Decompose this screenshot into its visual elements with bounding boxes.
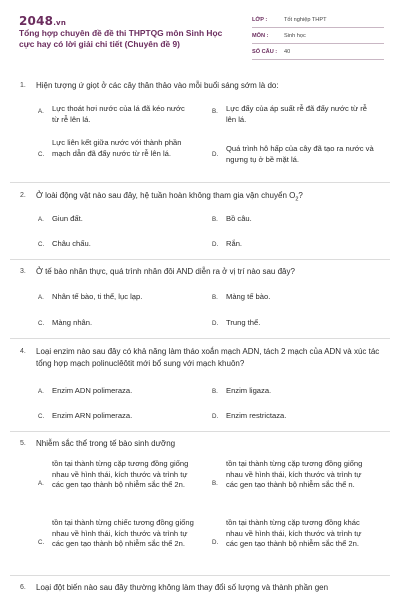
- document-header: [0, 0, 400, 62]
- option-letter: D.: [212, 320, 219, 327]
- meta-row-subject: [252, 30, 384, 44]
- question-number: 5.: [20, 440, 26, 447]
- option-letter: B.: [212, 216, 218, 223]
- option-letter: D.: [212, 413, 219, 420]
- option-text: tồn tại thành từng cặp tương đồng giống nhau về hình thái, kích thước và trình tự các gen tạo thành bộ nhiễm sắc thể 2n.: [52, 459, 189, 489]
- question-1: [22, 80, 384, 92]
- question-number: 4.: [20, 348, 26, 355]
- option-text: tồn tại thành từng chiếc tương đồng giống nhau về hình thái, kích thước và trình tự các gen tạo thành bộ nhiễm sắc thể 2n.: [52, 518, 194, 548]
- option-letter: C.: [38, 241, 45, 248]
- meta-key: LỚP :: [252, 17, 268, 23]
- document-title: Tổng hợp chuyên đề đề thi THPTQG môn Sinh Học cực hay có lời giải chi tiết (Chuyên đề 9): [19, 28, 223, 49]
- option-letter: D.: [212, 539, 219, 546]
- question-text: Nhiễm sắc thể trong tế bào sinh dưỡng: [36, 439, 176, 448]
- option-letter: A.: [38, 108, 44, 115]
- question-number: 1.: [20, 82, 26, 89]
- option-text: Màng tế bào.: [226, 292, 271, 301]
- logo-suffix: .vn: [53, 19, 67, 27]
- option-text: Enzim ARN polimeraza.: [52, 411, 133, 420]
- question-text: Ở tế bào nhân thực, quá trình nhân đôi AND diễn ra ở vị trí nào sau đây?: [36, 267, 295, 276]
- option-letter: B.: [212, 388, 218, 395]
- meta-row-class: [252, 14, 384, 28]
- option-text: Châu chấu.: [52, 239, 91, 248]
- question-text: Loại enzim nào sau đây có khả năng làm tháo xoắn mạch ADN, tách 2 mạch của ADN và xúc tác tổng hợp mạch polinuclêôtit mới bổ sung với mạch khuôn?: [36, 347, 380, 368]
- option-text: Enzim restrictaza.: [226, 411, 287, 420]
- option-letter: A.: [38, 480, 44, 487]
- question-divider: [10, 182, 390, 183]
- meta-row-count: [252, 46, 384, 60]
- question-number: 2.: [20, 192, 26, 199]
- document-meta: [252, 14, 384, 60]
- option-text: Enzim ADN polimeraza.: [52, 386, 133, 395]
- option-letter: C.: [38, 413, 45, 420]
- option-letter: D.: [212, 241, 219, 248]
- option-text: Lực liên kết giữa nước với thành phần mạch dẫn đã đẩy nước từ rễ lên lá.: [52, 138, 182, 158]
- question-divider: [10, 259, 390, 260]
- option-text: Nhân tế bào, ti thể, lục lạp.: [52, 292, 143, 301]
- question-divider: [10, 431, 390, 432]
- option-text: Lực thoát hơi nước của lá đã kéo nước từ rễ lên lá.: [52, 104, 185, 124]
- question-number: 6.: [20, 584, 26, 591]
- option-letter: B.: [212, 294, 218, 301]
- option-text: Màng nhân.: [52, 318, 93, 327]
- site-logo[interactable]: [19, 14, 66, 28]
- option-letter: A.: [38, 216, 44, 223]
- option-text: Enzim ligaza.: [226, 386, 272, 395]
- option-letter: B.: [212, 108, 218, 115]
- meta-value: Sinh học: [284, 33, 306, 39]
- option-letter: C.: [38, 151, 45, 158]
- meta-key: SỐ CÂU :: [252, 49, 278, 55]
- meta-key: MÔN :: [252, 33, 269, 39]
- option-text: tồn tại thành từng cặp tương đồng khác nhau về hình thái, kích thước và trình tự các gen tạo thành bộ nhiễm sắc thể 2n.: [226, 518, 362, 548]
- meta-value: 40: [284, 49, 291, 55]
- option-letter: A.: [38, 388, 44, 395]
- option-text: Giun đất.: [52, 214, 83, 223]
- question-text: Hiện tượng ứ giọt ở các cây thân thảo vào mỗi buổi sáng sớm là do:: [36, 81, 279, 90]
- option-text: Trung thể.: [226, 318, 261, 327]
- question-3: [22, 266, 384, 278]
- question-6: [22, 582, 394, 594]
- question-2: [22, 190, 384, 206]
- question-divider: [10, 575, 390, 576]
- question-number: 3.: [20, 268, 26, 275]
- option-text: Rắn.: [226, 239, 243, 248]
- option-letter: C.: [38, 320, 45, 327]
- question-5: [22, 438, 384, 450]
- option-text: Quá trình hô hấp của cây đã tạo ra nước và ngưng tụ ở bề mặt lá.: [226, 144, 374, 164]
- question-4: [22, 346, 384, 370]
- option-text: Bồ câu.: [226, 214, 252, 223]
- option-letter: A.: [38, 294, 44, 301]
- option-letter: D.: [212, 151, 219, 158]
- logo-text: 2048: [19, 14, 54, 28]
- option-text: Lực đẩy của áp suất rễ đã đẩy nước từ rễ lên lá.: [226, 104, 367, 124]
- meta-value: Tốt nghiệp THPT: [284, 17, 327, 23]
- option-text: tồn tại thành từng cặp tương đồng giống nhau về hình thái, kích thước và trình tự các gen tạo thành bộ nhiễm sắc thể n.: [226, 459, 363, 489]
- question-divider: [10, 338, 390, 339]
- question-text: Loại đột biến nào sau đây thường không làm thay đổi số lượng và thành phần gen: [36, 583, 329, 592]
- option-letter: B.: [212, 480, 218, 487]
- option-letter: C.: [38, 539, 45, 546]
- question-text: Ở loài động vật nào sau đây, hệ tuần hoàn không tham gia vận chuyển $O_2$?: [36, 191, 303, 203]
